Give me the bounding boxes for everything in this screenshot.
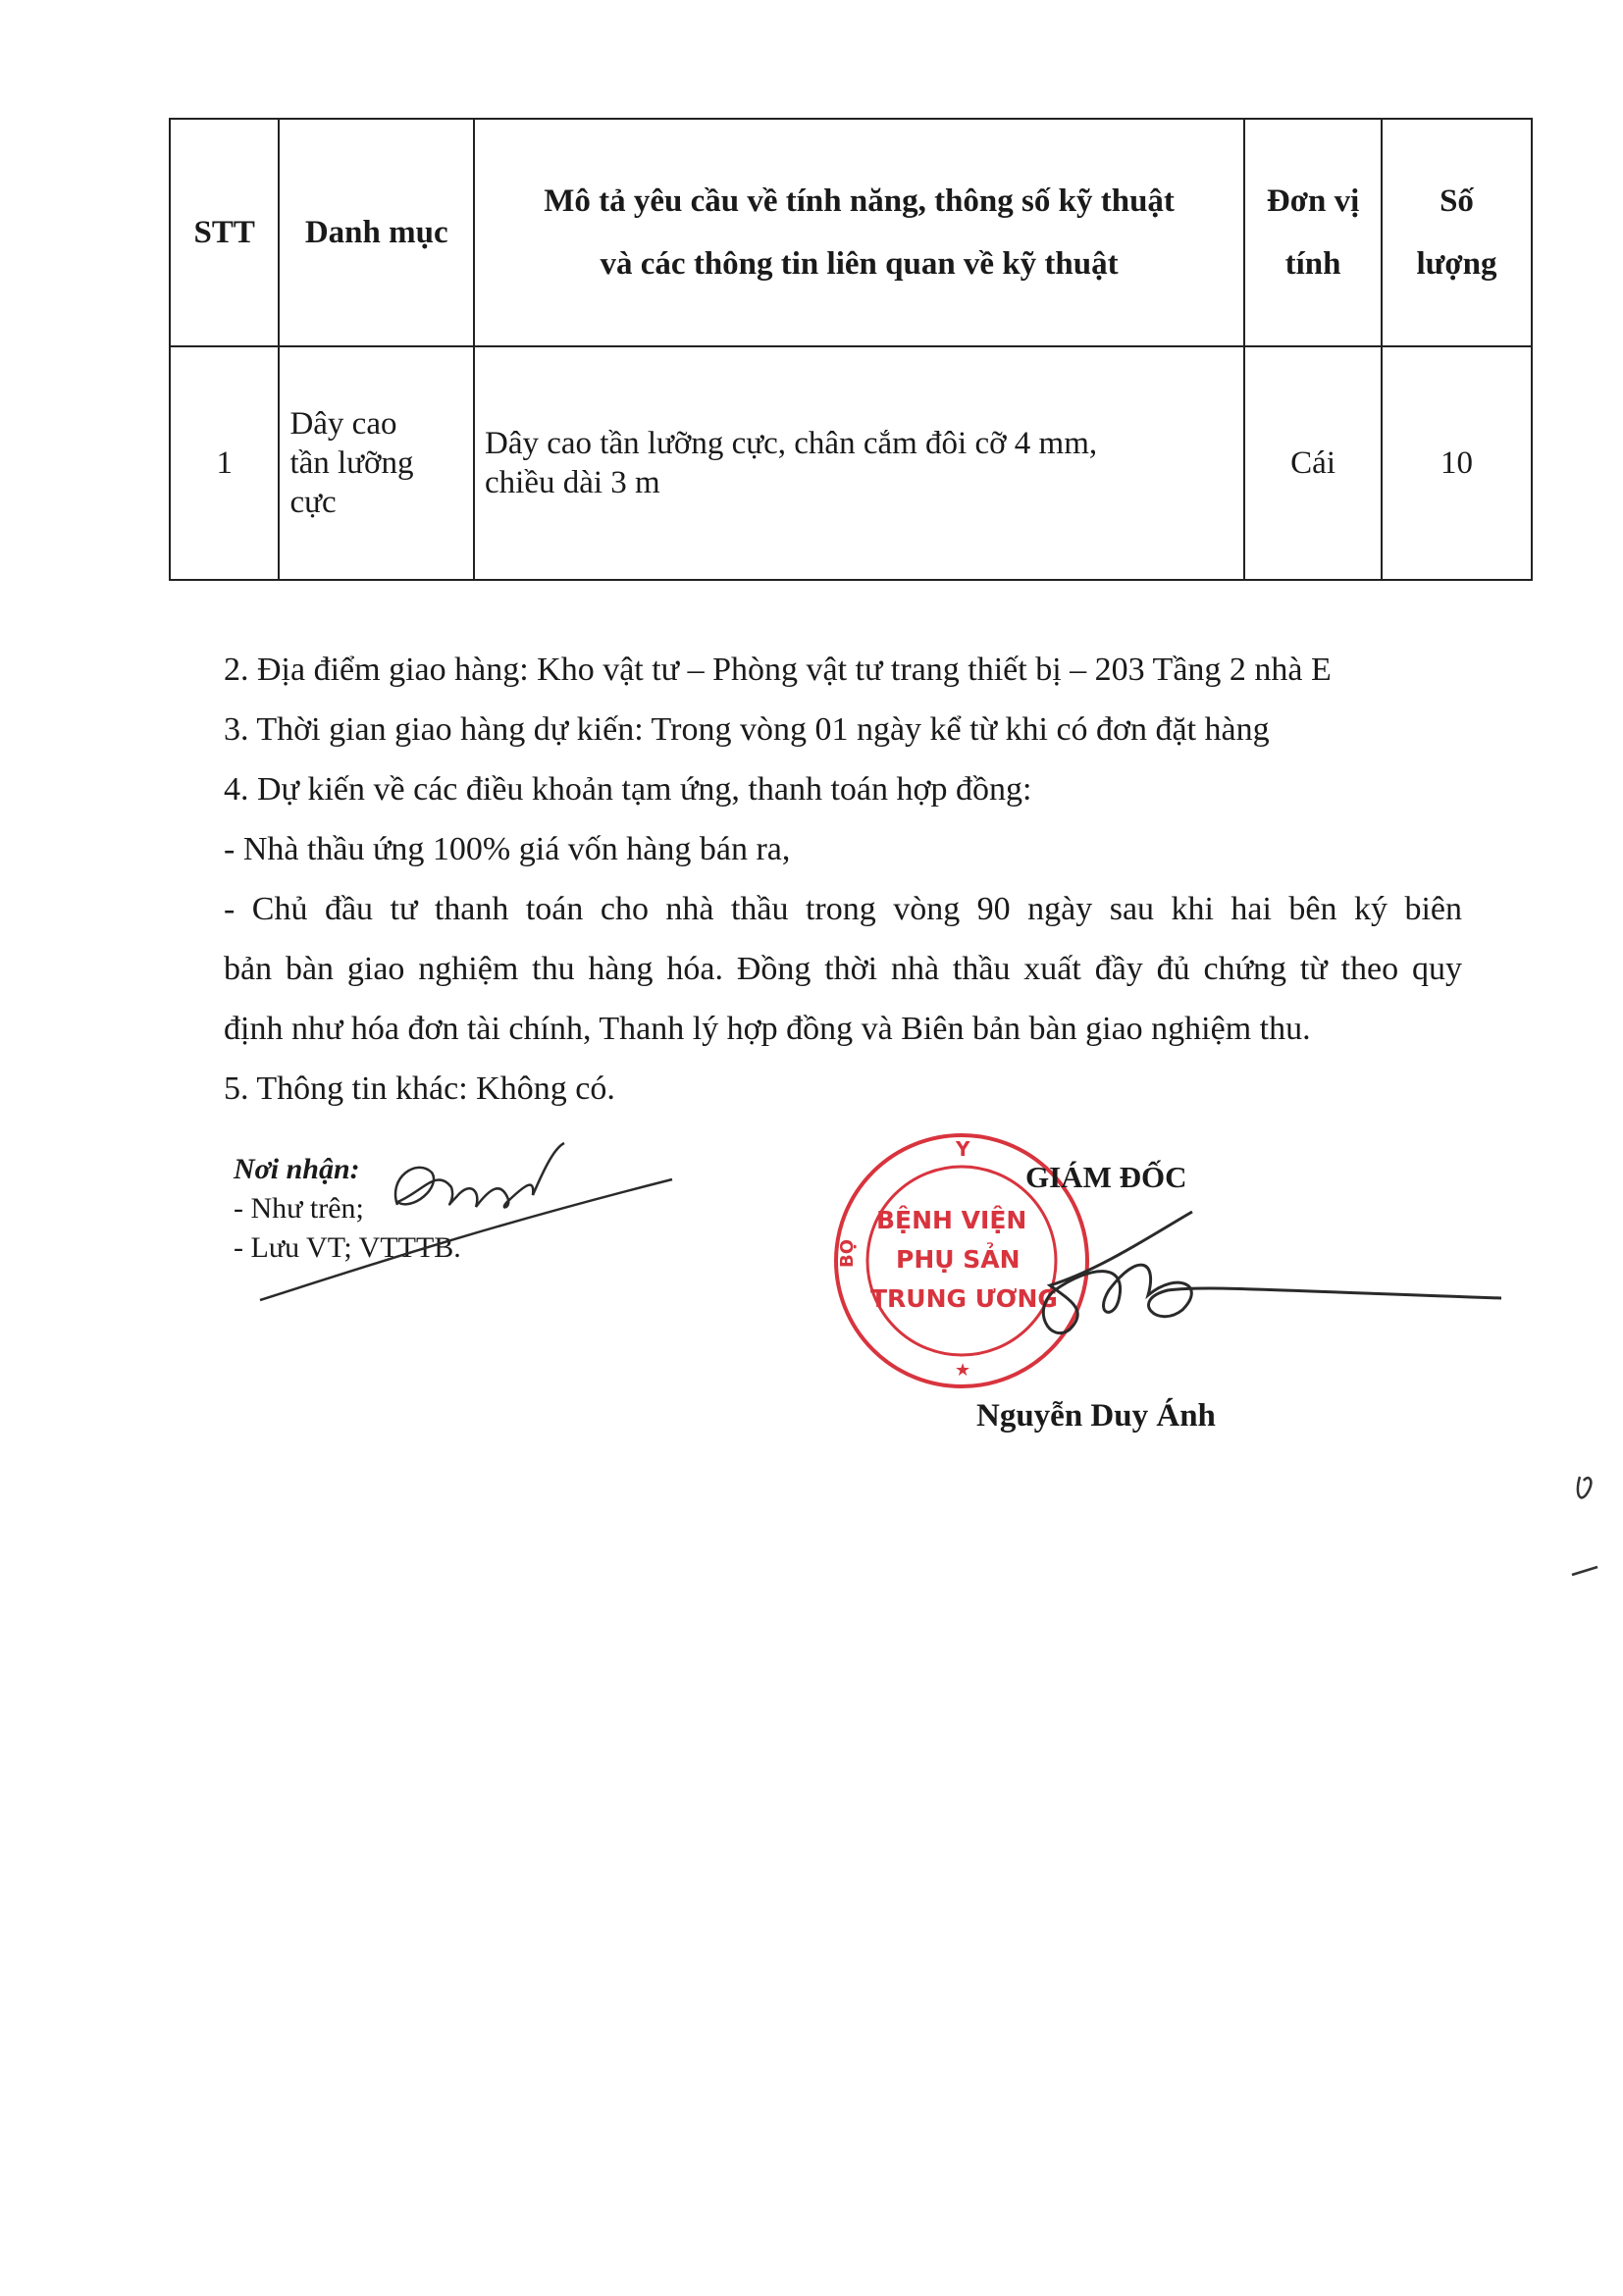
- delivery-location: 2. Địa điểm giao hàng: Kho vật tư – Phòng vật tư trang thiết bị – 203 Tầng 2 nhà E: [224, 652, 1332, 688]
- cell-stt-value: 1: [216, 445, 233, 481]
- header-description-line1: Mô tả yêu cầu về tính năng, thông số kỹ thuật: [544, 183, 1175, 219]
- svg-text:TRUNG ƯƠNG: TRUNG ƯƠNG: [870, 1284, 1058, 1313]
- table-row: [170, 346, 1532, 580]
- cell-description-line2: chiều dài 3 m: [485, 465, 660, 500]
- cell-category: [279, 346, 474, 580]
- svg-text:★: ★: [955, 1360, 971, 1381]
- cell-category-line1: Dây cao: [289, 406, 397, 442]
- header-quantity-line1: Số: [1440, 183, 1474, 219]
- header-description-line2: và các thông tin liên quan về kỹ thuật: [600, 246, 1119, 282]
- header-description: [474, 119, 1244, 346]
- header-stt: [170, 119, 279, 346]
- header-unit: [1244, 119, 1382, 346]
- other-information: 5. Thông tin khác: Không có.: [224, 1070, 615, 1107]
- payment-term-advance: - Nhà thầu ứng 100% giá vốn hàng bán ra,: [224, 831, 791, 867]
- table-header-row: [170, 119, 1532, 346]
- payment-term-settlement-line1: - Chủ đầu tư thanh toán cho nhà thầu trong vòng 90 ngày sau khi hai bên ký biên: [224, 891, 1462, 927]
- cell-stt: [170, 346, 279, 580]
- director-title: GIÁM ĐỐC: [1025, 1160, 1187, 1194]
- specification-table: [169, 118, 1533, 581]
- svg-text:PHỤ SẢN: PHỤ SẢN: [896, 1245, 1021, 1274]
- header-unit-line1: Đơn vị: [1266, 183, 1360, 219]
- payment-term-settlement-line3: định như hóa đơn tài chính, Thanh lý hợp đồng và Biên bản bàn giao nghiệm thu.: [224, 1011, 1311, 1047]
- header-quantity: [1382, 119, 1532, 346]
- payment-terms-heading: 4. Dự kiến về các điều khoản tạm ứng, thanh toán hợp đồng:: [224, 771, 1032, 808]
- cell-unit-value: Cái: [1290, 445, 1335, 481]
- cell-category-line2: tần lưỡng: [289, 445, 414, 481]
- header-category-label: Danh mục: [304, 215, 448, 250]
- svg-text:Y: Y: [956, 1137, 970, 1161]
- margin-pen-mark: [1568, 1467, 1607, 1585]
- cell-description: [474, 346, 1244, 580]
- cell-quantity: [1382, 346, 1532, 580]
- initials-signature: [250, 1119, 682, 1315]
- recipient-item: - Như trên;: [234, 1192, 364, 1225]
- cell-description-line1: Dây cao tần lưỡng cực, chân cắm đôi cỡ 4 mm,: [485, 426, 1098, 461]
- header-quantity-line2: lượng: [1416, 246, 1497, 282]
- cell-quantity-value: 10: [1440, 445, 1473, 481]
- payment-term-settlement-line2: bản bàn giao nghiệm thu hàng hóa. Đồng thời nhà thầu xuất đầy đủ chứng từ theo quy: [224, 951, 1462, 987]
- header-unit-line2: tính: [1284, 246, 1341, 282]
- cell-unit: [1244, 346, 1382, 580]
- cell-category-line3: cực: [289, 485, 337, 520]
- director-name: Nguyễn Duy Ánh: [976, 1398, 1216, 1434]
- header-stt-label: STT: [193, 215, 255, 250]
- recipients-label: Nơi nhận:: [234, 1153, 360, 1185]
- svg-text:BỘ: BỘ: [837, 1238, 858, 1268]
- delivery-time: 3. Thời gian giao hàng dự kiến: Trong vòng 01 ngày kể từ khi có đơn đặt hàng: [224, 711, 1270, 748]
- svg-text:BỆNH VIỆN: BỆNH VIỆN: [876, 1206, 1027, 1234]
- recipient-item: - Lưu VT; VTTTB.: [234, 1231, 461, 1264]
- director-signature: [1011, 1192, 1521, 1349]
- header-category: [279, 119, 474, 346]
